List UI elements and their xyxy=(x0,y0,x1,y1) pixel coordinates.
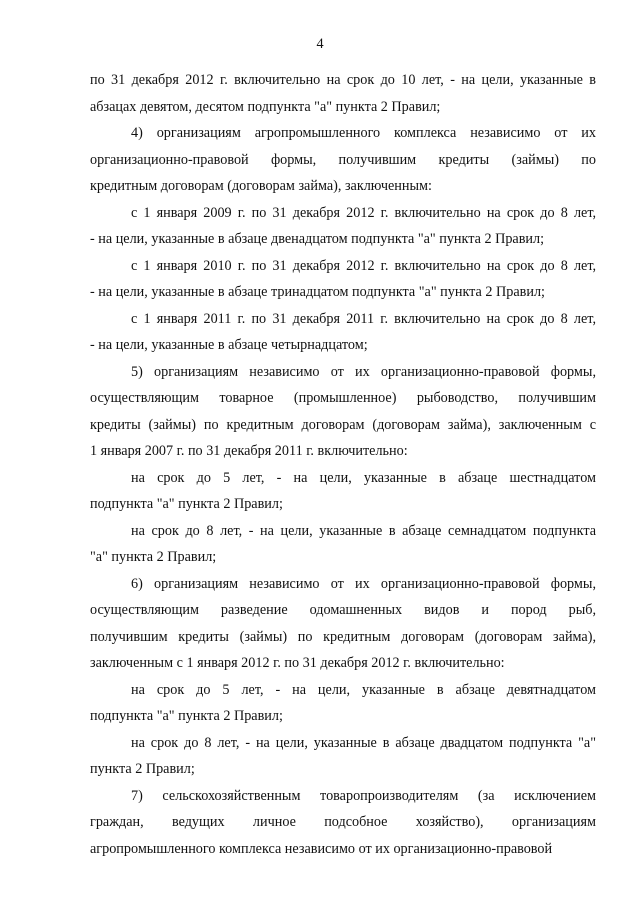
text-line: на срок до 8 лет, - на цели, указанные в абзаце семнадцатом подпункта xyxy=(131,522,596,539)
text-line: на срок до 5 лет, - на цели, указанные в абзаце девятнадцатом xyxy=(131,681,596,698)
paragraph xyxy=(90,465,596,518)
paragraph xyxy=(90,571,596,677)
text-line: граждан, ведущих личное подсобное хозяйство), организациям xyxy=(90,814,596,830)
paragraph xyxy=(90,518,596,571)
text-line: по 31 декабря 2012 г. включительно на срок до 10 лет, - на цели, указанные в xyxy=(90,72,596,88)
text-line: пункта 2 Правил; xyxy=(90,761,195,777)
text-line: с 1 января 2009 г. по 31 декабря 2012 г. включительно на срок до 8 лет, xyxy=(131,204,596,221)
text-line: 4) организациям агропромышленного комплекса независимо от их xyxy=(131,125,596,141)
text-line: - на цели, указанные в абзаце двенадцатом подпункта "а" пункта 2 Правил; xyxy=(90,231,545,247)
text-line: 1 января 2007 г. по 31 декабря 2011 г. включительно: xyxy=(90,443,408,459)
text-line: - на цели, указанные в абзаце четырнадцатом; xyxy=(90,337,368,353)
text-line: 5) организациям независимо от их организационно-правовой формы, xyxy=(131,363,596,380)
text-line: кредиты (займы) по кредитным договорам (договорам займа), заключенным с xyxy=(90,416,596,433)
text-line: осуществляющим товарное (промышленное) рыбоводство, получившим xyxy=(90,390,596,406)
text-line: получившим кредиты (займы) по кредитным договорам (договорам займа), xyxy=(90,628,596,645)
text-line: 6) организациям независимо от их организационно-правовой формы, xyxy=(131,575,596,592)
paragraph xyxy=(90,677,596,730)
paragraph xyxy=(90,200,596,253)
text-line: - на цели, указанные в абзаце тринадцатом подпункта "а" пункта 2 Правил; xyxy=(90,284,545,300)
paragraph xyxy=(90,730,596,783)
text-line: подпункта "а" пункта 2 Правил; xyxy=(90,496,283,512)
text-line: кредитным договорам (договорам займа), заключенным: xyxy=(90,178,432,194)
text-line: заключенным с 1 января 2012 г. по 31 декабря 2012 г. включительно: xyxy=(90,655,505,671)
text-line: подпункта "а" пункта 2 Правил; xyxy=(90,708,283,724)
text-line: осуществляющим разведение одомашненных видов и пород рыб, xyxy=(90,602,596,618)
paragraph xyxy=(90,359,596,465)
page-number: 4 xyxy=(316,36,324,52)
text-line: на срок до 8 лет, - на цели, указанные в абзаце двадцатом подпункта "а" xyxy=(131,734,596,751)
text-line: с 1 января 2010 г. по 31 декабря 2012 г. включительно на срок до 8 лет, xyxy=(131,257,596,274)
document-body xyxy=(90,67,596,862)
paragraph xyxy=(90,783,596,863)
text-line: 7) сельскохозяйственным товаропроизводителям (за исключением xyxy=(131,787,596,804)
text-line: организационно-правовой формы, получившим кредиты (займы) по xyxy=(90,151,596,168)
paragraph xyxy=(90,67,596,120)
paragraph xyxy=(90,253,596,306)
text-line: абзацах девятом, десятом подпункта "а" пункта 2 Правил; xyxy=(90,98,441,115)
paragraph xyxy=(90,120,596,200)
paragraph xyxy=(90,306,596,359)
text-line: на срок до 5 лет, - на цели, указанные в абзаце шестнадцатом xyxy=(131,469,596,486)
text-line: "а" пункта 2 Правил; xyxy=(90,549,217,565)
text-line: агропромышленного комплекса независимо от их организационно-правовой xyxy=(90,840,553,857)
text-line: с 1 января 2011 г. по 31 декабря 2011 г. включительно на срок до 8 лет, xyxy=(131,310,596,327)
